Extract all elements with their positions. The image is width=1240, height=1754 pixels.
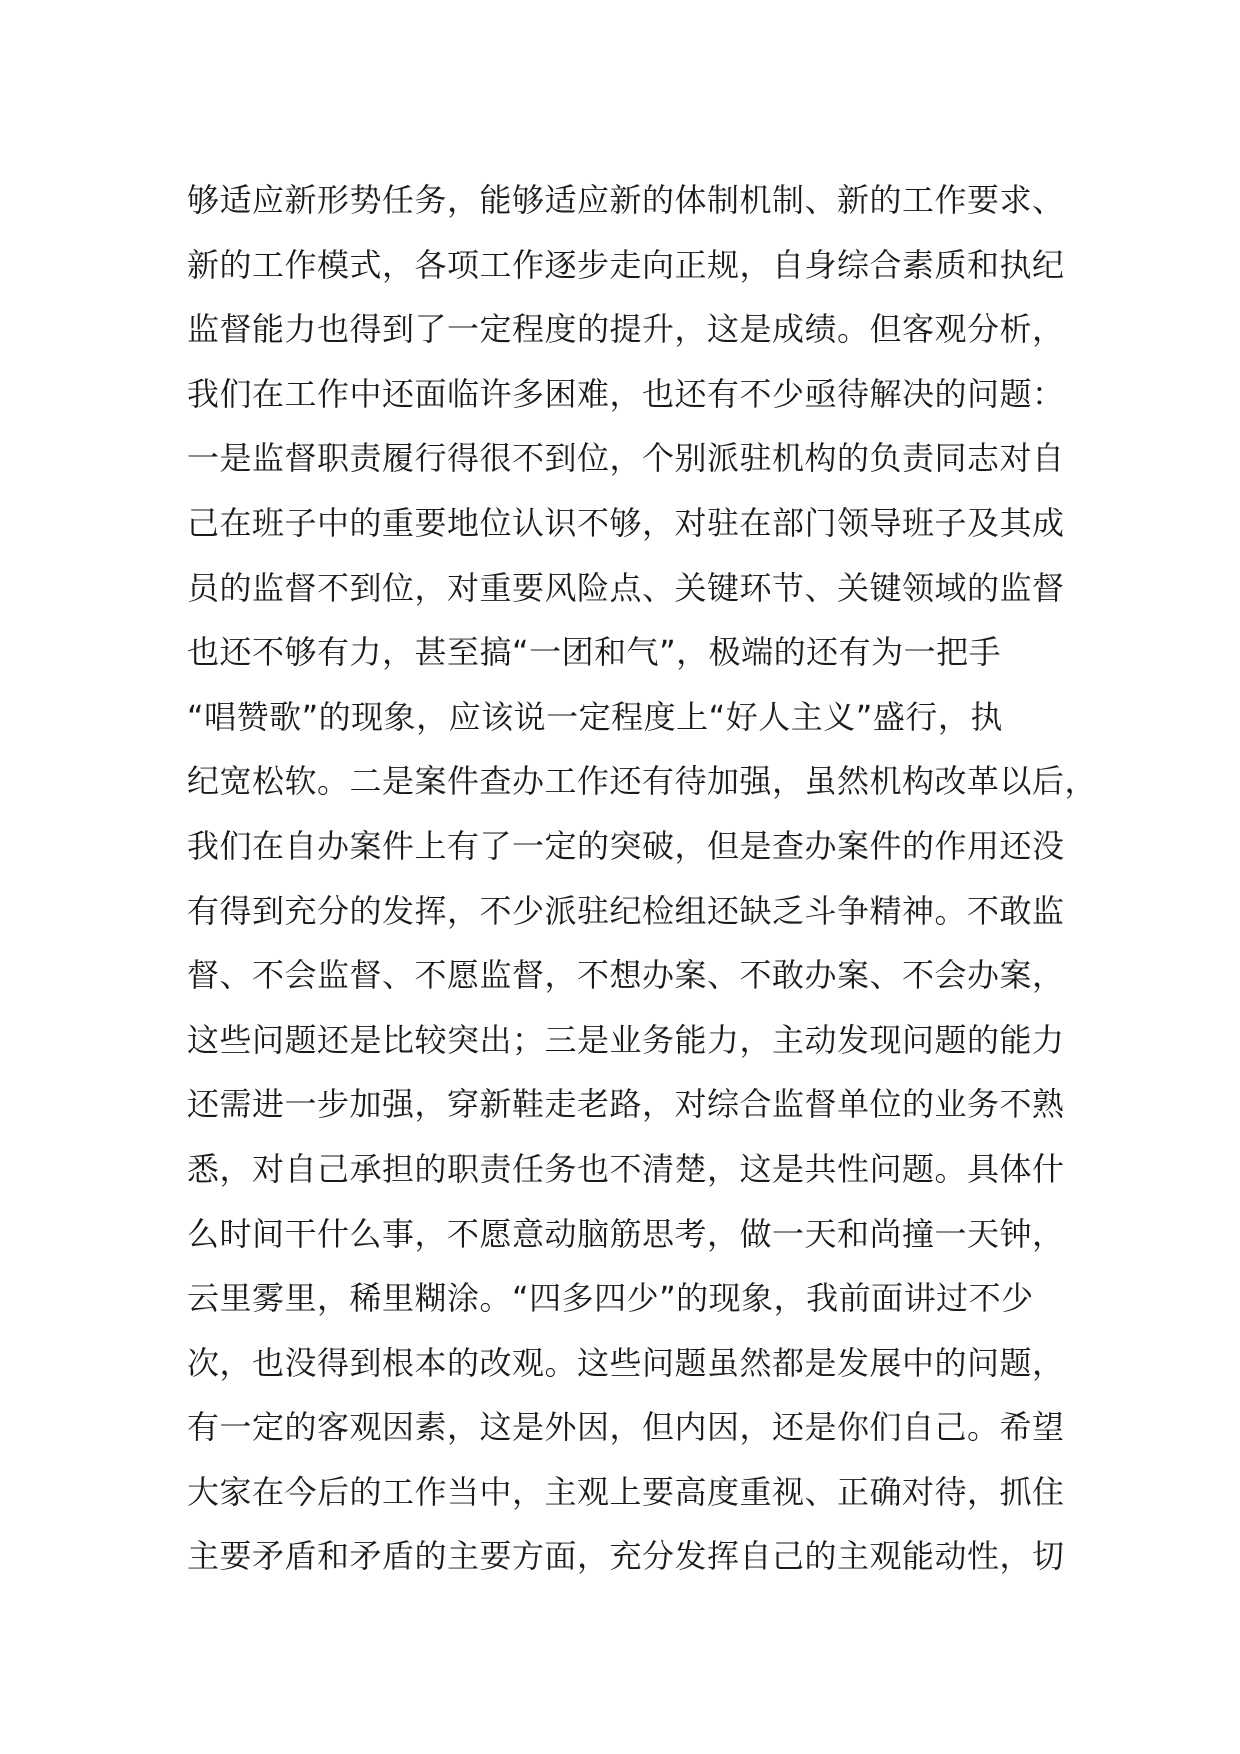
text-line: 我们在自办案件上有了一定的突破，但是查办案件的作用还没 (187, 826, 1065, 865)
text-line: 还需进一步加强，穿新鞋走老路，对综合监督单位的业务不熟 (187, 1085, 1065, 1124)
text-line: 次，也没得到根本的改观。这些问题虽然都是发展中的问题， (187, 1343, 1065, 1382)
text-line: 够适应新形势任务，能够适应新的体制机制、新的工作要求、 (187, 181, 1065, 219)
text-line: 有得到充分的发挥，不少派驻纪检组还缺乏斗争精神。不敢监 (187, 891, 1065, 930)
text-line: 监督能力也得到了一定程度的提升，这是成绩。但客观分析， (187, 310, 1065, 349)
text-line: 己在班子中的重要地位认识不够，对驻在部门领导班子及其成 (187, 503, 1065, 542)
text-line: 员的监督不到位，对重要风险点、关键环节、关键领域的监督 (187, 568, 1065, 607)
text-line: 有一定的客观因素，这是外因，但内因，还是你们自己。希望 (187, 1408, 1065, 1447)
text-line: 云里雾里，稀里糊涂。“四多四少”的现象，我前面讲过不少 (187, 1279, 1034, 1318)
text-line: 也还不够有力，甚至搞“一团和气”，极端的还有为一把手 (187, 633, 1002, 672)
body-paragraph (187, 168, 1098, 1589)
text-line: 么时间干什么事，不愿意动脑筋思考，做一天和尚撞一天钟， (187, 1214, 1065, 1253)
text-line: 纪宽松软。二是案件查办工作还有待加强，虽然机构改革以后， (187, 762, 1098, 801)
text-line: 我们在工作中还面临许多困难，也还有不少亟待解决的问题： (187, 374, 1065, 413)
text-line: 悉，对自己承担的职责任务也不清楚，这是共性问题。具体什 (187, 1149, 1065, 1188)
text-line: 这些问题还是比较突出；三是业务能力，主动发现问题的能力 (187, 1020, 1065, 1059)
text-line: “唱赞歌”的现象，应该说一定程度上“好人主义”盛行，执 (187, 697, 1003, 736)
text-line: 主要矛盾和矛盾的主要方面，充分发挥自己的主观能动性，切 (187, 1537, 1065, 1576)
text-line: 一是监督职责履行得很不到位，个别派驻机构的负责同志对自 (187, 439, 1065, 478)
text-line: 督、不会监督、不愿监督，不想办案、不敢办案、不会办案， (187, 956, 1065, 995)
text-line: 大家在今后的工作当中，主观上要高度重视、正确对待，抓住 (187, 1472, 1065, 1511)
text-line: 新的工作模式，各项工作逐步走向正规，自身综合素质和执纪 (187, 245, 1065, 284)
